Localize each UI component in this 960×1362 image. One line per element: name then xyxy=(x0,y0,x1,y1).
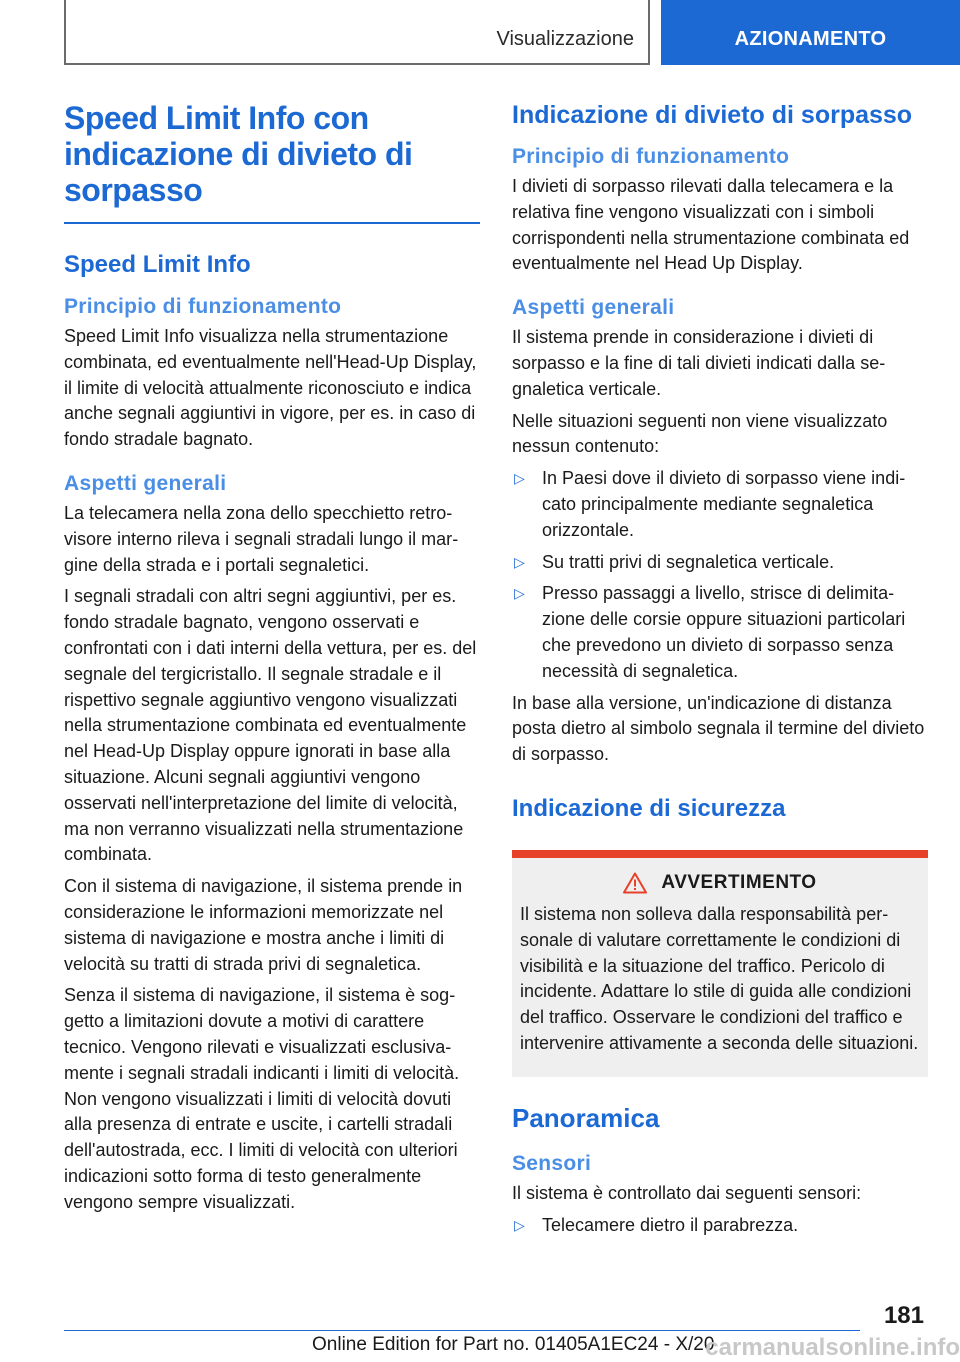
heading-functional-principle-2: Principio di funzionamento xyxy=(512,145,790,168)
page-number: 181 xyxy=(883,1302,924,1329)
paragraph-without-navigation: Senza il sistema di navigazione, il sistema è soggetto a limitazioni dovute a motivi di carattere tecnico. Vengono rilevati e visualizzati esclusivamente i segnali stradali indicanti i limiti di velocità. Non vengono visualizzati i limiti di velocità dovuti alla presenza di entrate e uscite, i cartelli stradali dell'autostrada, ecc. I limiti di velocità con ulteriori indicazioni sotto forma di testo generalmente vengono sempre visualizzati. xyxy=(64,985,460,1212)
footer-rule xyxy=(64,1330,860,1331)
heading-general-aspects-2: Aspetti generali xyxy=(512,296,675,320)
triangle-bullet-icon: ▷ xyxy=(514,553,525,570)
title-rule xyxy=(64,222,480,224)
warning-triangle-icon xyxy=(623,872,647,894)
paragraph-additional-signs: I segnali stradali con altri segni aggiuntivi, per es. fondo stradale bagnato, vengono osservati e confrontati con i dati interni della vettura, per es. del segnale del tergicristallo. Il segnale stradale e il rispettivo segnale aggiuntivo vengono visualizzati nella strumentazione combinata ed eventualmente nel Head-Up Display oppure ignorati in base alla situazione. Alcuni segnali aggiuntivi vengono osservati nell'interpretazione del limite di velocità, ma non verranno visualizzati nella strumentazione combinata. xyxy=(64,586,477,865)
chapter-tab-label: AZIONAMENTO xyxy=(734,28,887,50)
paragraph-sensors: Il sistema è controllato dai seguenti sensori: xyxy=(512,1182,862,1203)
edition-text: Online Edition for Part no. 01405A1EC24 - X/20 xyxy=(312,1334,715,1355)
warning-content xyxy=(512,858,928,1077)
triangle-bullet-icon: ▷ xyxy=(514,1216,525,1233)
heading-general-aspects: Aspetti generali xyxy=(64,471,227,495)
triangle-bullet-icon: ▷ xyxy=(514,585,525,602)
page-title: Speed Limit Info con indicazione di divieto di sorpasso xyxy=(64,100,413,208)
paragraph-principle-2: I divieti di sorpasso rilevati dalla telecamera e la relativa fine vengono visualizzati con i simboli corrispondenti nella strumentazione combinata ed eventualmente nel Head Up Display. xyxy=(512,176,910,274)
triangle-bullet-icon: ▷ xyxy=(514,470,525,487)
heading-sensors: Sensori xyxy=(512,1151,592,1175)
header-section-title: Visualizzazione xyxy=(496,28,634,50)
paragraph-distance-indication: In base alla versione, un'indicazione di distanza posta dietro al simbolo segnala il termine del divieto di sorpasso. xyxy=(512,692,925,765)
paragraph-with-navigation: Con il sistema di navigazione, il sistema prende in considerazione le informazioni memorizzate nel sistema di navigazione e mostra anche i limiti di velocità su tratti di strada privi di segnaletica. xyxy=(64,876,463,974)
heading-no-overtaking: Indicazione di divieto di sorpasso xyxy=(512,101,913,129)
paragraph-principle: Speed Limit Info visualizza nella strumentazione combinata, ed eventualmente nell'Head-Up Display, il limite di velocità attualmente riconosciuto e indica anche segnali aggiuntivi in vigore, per es. in caso di fondo stradale bagnato. xyxy=(64,326,477,450)
heading-speed-limit-info: Speed Limit Info xyxy=(64,251,251,278)
paragraph-camera: La telecamera nella zona dello specchietto retrovisore interno rileva i segnali stradali lungo il margine della strada e i portali segnaletici. xyxy=(64,502,459,575)
bullet-list-sensors xyxy=(512,1213,928,1239)
warning-text: Il sistema non solleva dalla responsabilità personale di valutare correttamente le condizioni di visibilità e la situazione del traffico. Pericolo di incidente. Adattare lo stile di guida alle condizioni del traffico. Osservare le condizioni del traffico e intervenire attivamente a seconda delle situazioni. xyxy=(520,903,919,1053)
heading-safety-note: Indicazione di sicurezza xyxy=(512,794,786,822)
list-item: ▷ Su tratti privi di segnaletica verticale. xyxy=(512,550,928,576)
list-item: ▷ Presso passaggi a livello, strisce di delimitazione delle corsie oppure situazioni particolari che prevedono un divieto di sorpasso senza necessità di segnaletica. xyxy=(514,583,906,681)
warning-box xyxy=(512,850,928,1077)
heading-overview: Panoramica xyxy=(512,1102,660,1133)
header-section-box xyxy=(64,0,650,65)
heading-functional-principle: Principio di funzionamento xyxy=(64,295,342,318)
chapter-tab[interactable] xyxy=(661,0,960,65)
warning-bar xyxy=(512,850,928,858)
list-item: ▷ Telecamere dietro il parabrezza. xyxy=(512,1213,928,1239)
bullet-list-situations xyxy=(512,466,928,684)
paragraph-no-content: Nelle situazioni seguenti non viene visualizzato nessun contenuto: xyxy=(512,410,888,457)
warning-header xyxy=(520,872,920,894)
right-column xyxy=(512,100,928,1238)
paragraph-system-considers: Il sistema prende in considerazione i divieti di sorpasso e la fine di tali divieti indicati dalla segnaletica verticale. xyxy=(512,327,886,399)
watermark: carmanualsonline.info xyxy=(705,1334,960,1361)
warning-title: AVVERTIMENTO xyxy=(661,871,817,893)
left-column xyxy=(64,100,480,1216)
list-item: ▷ In Paesi dove il divieto di sorpasso viene indicato principalmente mediante segnaletica orizzontale. xyxy=(514,468,906,540)
